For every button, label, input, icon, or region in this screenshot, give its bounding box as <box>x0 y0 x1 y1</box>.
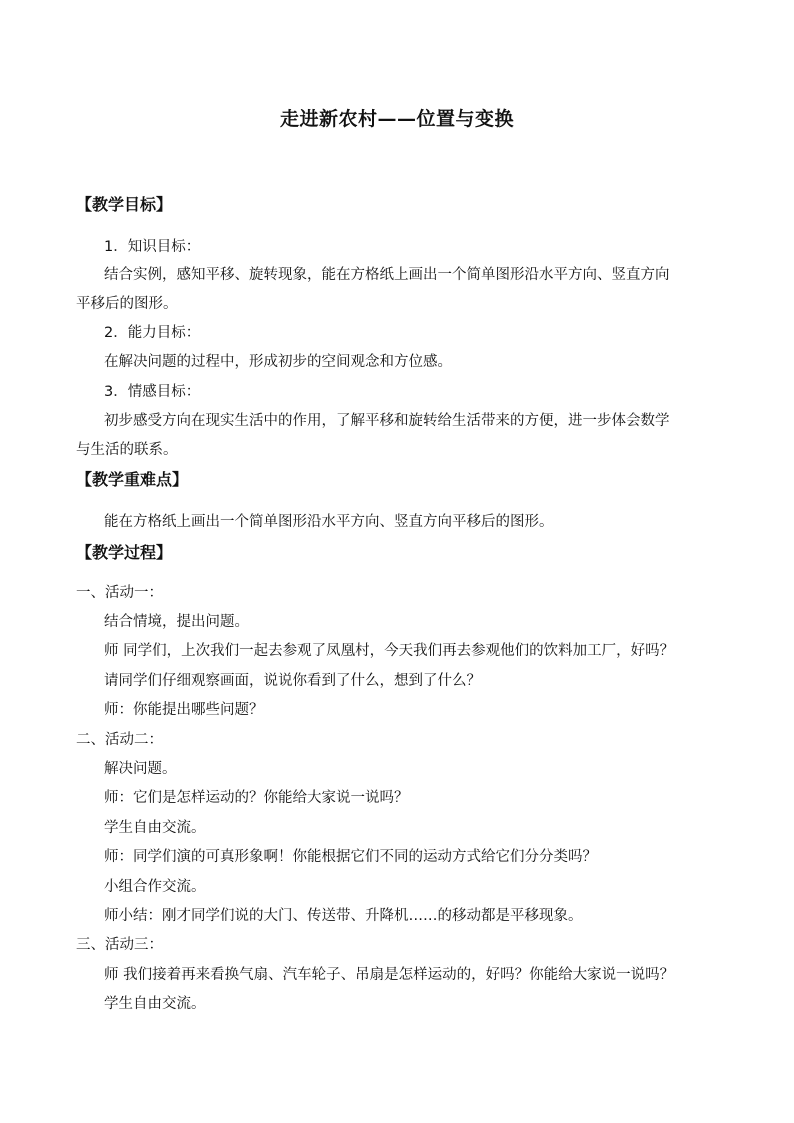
key-point-line: 能在方格纸上画出一个简单图形沿水平方向、竖直方向平移后的图形。 <box>104 514 554 530</box>
process-line: 师 我们接着再来看换气扇、汽车轮子、吊扇是怎样运动的，好吗？你能给大家说一说吗？ <box>104 967 675 983</box>
process-line: 学生自由交流。 <box>104 996 206 1012</box>
process-line: 师小结：刚才同学们说的大门、传送带、升降机……的移动都是平移现象。 <box>104 908 583 924</box>
section-heading-process: 【教学过程】 <box>76 543 173 562</box>
goal-line: 在解决问题的过程中，形成初步的空间观念和方位感。 <box>104 354 452 370</box>
process-line: 一、活动一： <box>76 585 163 601</box>
goal-line: 3．情感目标： <box>104 384 201 400</box>
process-line: 学生自由交流。 <box>104 820 206 836</box>
process-line: 小组合作交流。 <box>104 879 206 895</box>
goal-line: 与生活的联系。 <box>76 442 178 458</box>
process-line: 师：你能提出哪些问题？ <box>104 702 264 718</box>
document-title: 走进新农村——位置与变换 <box>279 108 514 130</box>
process-line: 请同学们仔细观察画面，说说你看到了什么，想到了什么？ <box>104 673 481 689</box>
process-line: 师 同学们，上次我们一起去参观了凤凰村，今天我们再去参观他们的饮料加工厂，好吗？ <box>104 643 675 659</box>
goal-line: 2．能力目标： <box>104 325 201 341</box>
process-line: 解决问题。 <box>104 761 177 777</box>
goal-line: 1．知识目标： <box>104 239 201 255</box>
goal-line: 平移后的图形。 <box>76 296 178 312</box>
goal-line: 结合实例，感知平移、旋转现象，能在方格纸上画出一个简单图形沿水平方向、竖直方向 <box>104 267 670 283</box>
process-line: 师：同学们演的可真形象啊！你能根据它们不同的运动方式给它们分分类吗？ <box>104 849 597 865</box>
process-line: 师：它们是怎样运动的？你能给大家说一说吗？ <box>104 790 409 806</box>
goal-line: 初步感受方向在现实生活中的作用，了解平移和旋转给生活带来的方便，进一步体会数学 <box>104 413 670 429</box>
process-line: 二、活动二： <box>76 732 163 748</box>
process-line: 结合情境，提出问题。 <box>104 614 249 630</box>
section-heading-key-points: 【教学重难点】 <box>76 470 189 489</box>
process-line: 三、活动三： <box>76 937 163 953</box>
section-heading-goals: 【教学目标】 <box>76 195 173 214</box>
